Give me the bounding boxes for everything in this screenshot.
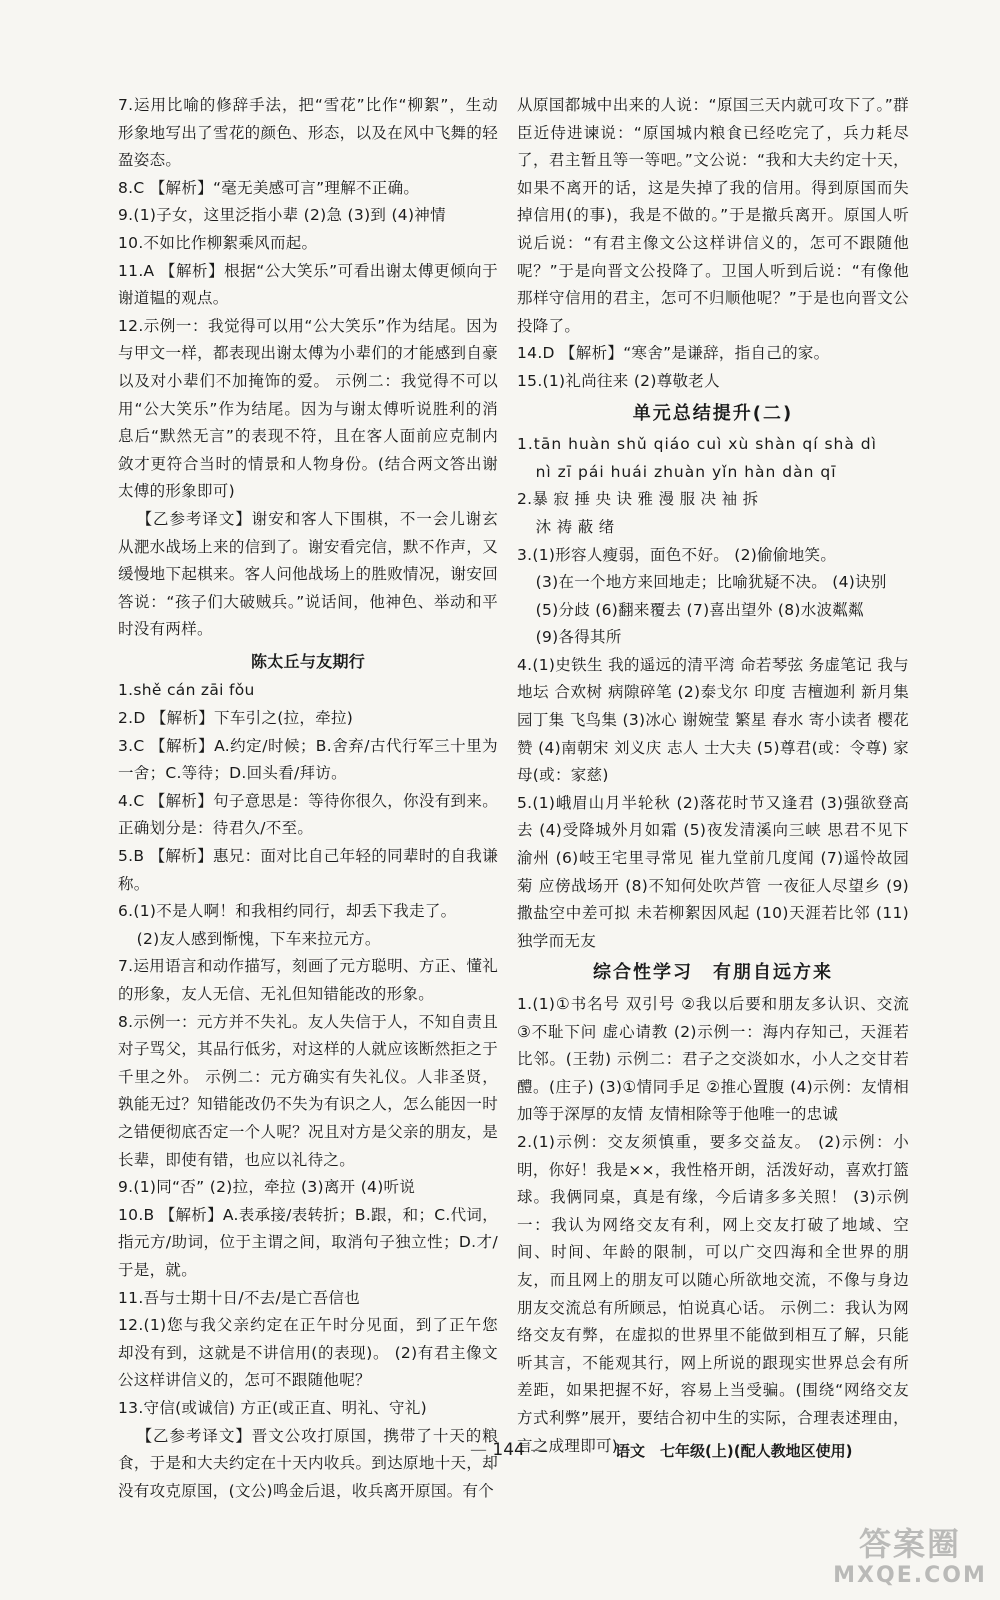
answer-paragraph: 10.不如比作柳絮乘风而起。 — [118, 233, 318, 252]
page-footer — [0, 1440, 1000, 1470]
answer-paragraph: 11.吾与士期十日/不去/是亡吾信也 — [118, 1288, 360, 1307]
answer-paragraph: 15.(1)礼尚往来 (2)尊敬老人 — [517, 371, 720, 390]
answer-paragraph: 4.C 【解析】句子意思是：等待你很久，你没有到来。正确划分是：待君久/不至。 — [118, 791, 498, 838]
answer-paragraph: 8.C 【解析】“毫无美感可言”理解不正确。 — [118, 178, 420, 197]
left-column — [118, 92, 498, 1505]
answer-continuation: (5)分歧 (6)翻来覆去 (7)喜出望外 (8)水波粼粼 — [535, 600, 864, 619]
answer-paragraph: 11.A 【解析】根据“公大笑乐”可看出谢太傅更倾向于谢道韫的观点。 — [118, 261, 498, 308]
answer-paragraph: 5.B 【解析】惠兄：面对比自己年轻的同辈时的自我谦称。 — [118, 847, 498, 893]
answer-paragraph: 1.shě cán zāi fǒu — [118, 681, 255, 700]
answer-continuation: (3)在一个地方来回地走；比喻犹疑不决。 (4)诀别 — [535, 573, 887, 592]
answer-continuation: 【乙参考译文】谢安和客人下围棋，不一会儿谢玄从淝水战场上来的信到了。谢安看完信，默不作声，又缓慢地下起棋来。客人问他战场上的胜败情况，谢安回答说：“孩子们大破贼兵。”说话间，他神色、举动和平时没有两样。 — [118, 509, 498, 639]
section-title: 单元总结提升(二) — [632, 402, 794, 424]
answer-paragraph: 3.C 【解析】A.约定/时候；B.舍弃/古代行军三十里为一舍；C.等待；D.回头看/拜访。 — [118, 736, 498, 783]
answer-paragraph: 2.暴 寂 捶 央 诀 雅 漫 服 决 袖 拆 — [517, 490, 759, 509]
answer-continuation: (2)友人感到惭愧，下车来拉元方。 — [136, 929, 381, 948]
answer-paragraph: 12.(1)您与我父亲约定在正午时分见面，到了正午您却没有到，这就是不讲信用(的表现)。 (2)有君主像文公这样讲信义的，怎可不跟随他呢？ — [118, 1316, 498, 1390]
pinyin-line: nì zī pái huái zhuàn yǐn hàn dàn qī — [535, 462, 837, 481]
answer-paragraph: 2.(1)示例：交友须慎重，要多交益友。 (2)示例：小明，你好！我是××，我性格开朗，活泼好动，喜欢打篮球。我俩同桌，真是有缘，今后请多多关照！ (3)示例一：我认为网络交友有利，网上交友打破了地域、空间、时间、年龄的限制，可以广交四海和全世界的朋友，而且网上的朋友可以随心所欲地交流，不像与身边朋友交流总有所顾忌，怕说真心话。 示例二：我认为网络交友有弊，在虚拟的世界里不能做到相互了解，只能听其言，不能观其行，网上所说的跟现实世界总会有所差距，如果把握不好，容易上当受骗。(围绕“网络交友方式利弊”展开，要结合初中生的实际，合理表述理由，言之成理即可) — [517, 1132, 909, 1455]
answer-paragraph: 5.(1)峨眉山月半轮秋 (2)落花时节又逢君 (3)强欲登高去 (4)受降城外月如霜 (5)夜发清溪向三峡 思君不见下渝州 (6)岐王宅里寻常见 崔九堂前几度闻 (7)遥怜故园菊 应傍战场开 (8)不知何处吹芦管 一夜征人尽望乡 (9)撒盐空中差可拟 未若柳絮因风起 (10)天涯若比邻 (11)独学而无友 — [517, 793, 909, 950]
answer-paragraph: 从原国都城中出来的人说：“原国三天内就可攻下了。”群臣近侍进谏说：“原国城内粮食已经吃完了，兵力耗尽了，君主暂且等一等吧。”文公说：“我和大夫约定十天，如果不离开的话，这是失掉了我的信用。得到原国而失掉信用(的事)，我是不做的。”于是撤兵离开。原国人听说后说：“有君主像文公这样讲信义的，怎可不跟随他呢？”于是向晋文公投降了。卫国人听到后说：“有像他那样守信用的君主，怎可不归顺他呢？”于是也向晋文公投降了。 — [517, 96, 909, 335]
section-title: 综合性学习 有朋自远方来 — [593, 962, 833, 984]
answer-paragraph: 9.(1)子女，这里泛指小辈 (2)急 (3)到 (4)神情 — [118, 206, 446, 225]
page-number: — 144 — — [470, 1440, 547, 1460]
right-column — [517, 92, 909, 1460]
watermark-cn: 答案圈 — [858, 1525, 961, 1563]
answer-continuation: 【乙参考译文】晋文公攻打原国，携带了十天的粮食，于是和大夫约定在十天内收兵。到达原地十天，却没有攻克原国，(文公)鸣金后退，收兵离开原国。有个 — [118, 1426, 498, 1500]
watermark-en: MXQE.COM — [833, 1563, 987, 1588]
pinyin-line: 1.tān huàn shǔ qiáo cuì xù shàn qí shà dì — [517, 435, 877, 454]
answer-paragraph: 12.示例一：我觉得可以用“公大笑乐”作为结尾。因为与甲文一样，都表现出谢太傅为小辈们的才能感到自豪以及对小辈们不加掩饰的爱。 示例二：我觉得不可以用“公大笑乐”作为结尾。因为与谢太傅听说胜利的消息后“默然无言”的表现不符，且在客人面前应克制内敛才更符合当时的情景和人物身份。(结合两文答出谢太傅的形象即可) — [118, 316, 498, 501]
answer-paragraph: 14.D 【解析】“寒舍”是谦辞，指自己的家。 — [517, 344, 830, 363]
answer-paragraph: 1.(1)①书名号 双引号 ②我以后要和朋友多认识、交流 ③不耻下问 虚心请教 (2)示例一：海内存知己，天涯若比邻。(王勃) 示例二：君子之交淡如水，小人之交甘若醴。(庄子) (3)①情同手足 ②推心置腹 (4)示例：友情相加等于深厚的友情 友情相除等于他唯一的忠诚 — [517, 995, 909, 1124]
answer-paragraph: 6.(1)不是人啊！和我相约同行，却丢下我走了。 — [118, 902, 457, 921]
book-subject-label: 语文 七年级(上)(配人教地区使用) — [615, 1442, 853, 1460]
answer-paragraph: 2.D 【解析】下车引之(拉，牵拉) — [118, 709, 354, 728]
answer-paragraph: 7.运用语言和动作描写，刻画了元方聪明、方正、懂礼的形象，友人无信、无礼但知错能改的形象。 — [118, 957, 498, 1003]
answer-paragraph: 10.B 【解析】A.表承接/表转折；B.跟，和；C.代词，指元方/助词，位于主谓之间，取消句子独立性；D.才/于是，就。 — [118, 1205, 499, 1279]
section-title: 陈太丘与友期行 — [250, 651, 366, 671]
answer-continuation: 沐 祷 蔽 绪 — [535, 517, 615, 536]
answer-paragraph: 13.守信(或诚信) 方正(或正直、明礼、守礼) — [118, 1398, 427, 1417]
answer-paragraph: 7.运用比喻的修辞手法，把“雪花”比作“柳絮”，生动形象地写出了雪花的颜色、形态，以及在风中飞舞的轻盈姿态。 — [118, 96, 498, 170]
answer-paragraph: 3.(1)形容人瘦弱，面色不好。 (2)偷偷地笑。 — [517, 545, 837, 564]
answer-paragraph: 9.(1)同“否” (2)拉，牵拉 (3)离开 (4)听说 — [118, 1178, 416, 1197]
answer-paragraph: 4.(1)史铁生 我的遥远的清平湾 命若琴弦 务虚笔记 我与地坛 合欢树 病隙碎笔 (2)泰戈尔 印度 吉檀迦利 新月集 园丁集 飞鸟集 (3)冰心 谢婉莹 繁星 春水 寄小读者 樱花赞 (4)南朝宋 刘义庆 志人 士大夫 (5)尊君(或：令尊) 家母(或：家慈) — [517, 655, 909, 785]
watermark-logo — [830, 1524, 990, 1594]
answer-paragraph: 8.示例一：元方并不失礼。友人失信于人，不知自责且对子骂父，其品行低劣，对这样的人就应该断然拒之于千里之外。 示例二：元方确实有失礼仪。人非圣贤，孰能无过？知错能改仍不失为有识之人，怎么能因一时之错便彻底否定一个人呢？况且对方是父亲的朋友，是长辈，即使有错，也应以礼待之。 — [118, 1012, 498, 1169]
answer-continuation: (9)各得其所 — [535, 628, 622, 647]
